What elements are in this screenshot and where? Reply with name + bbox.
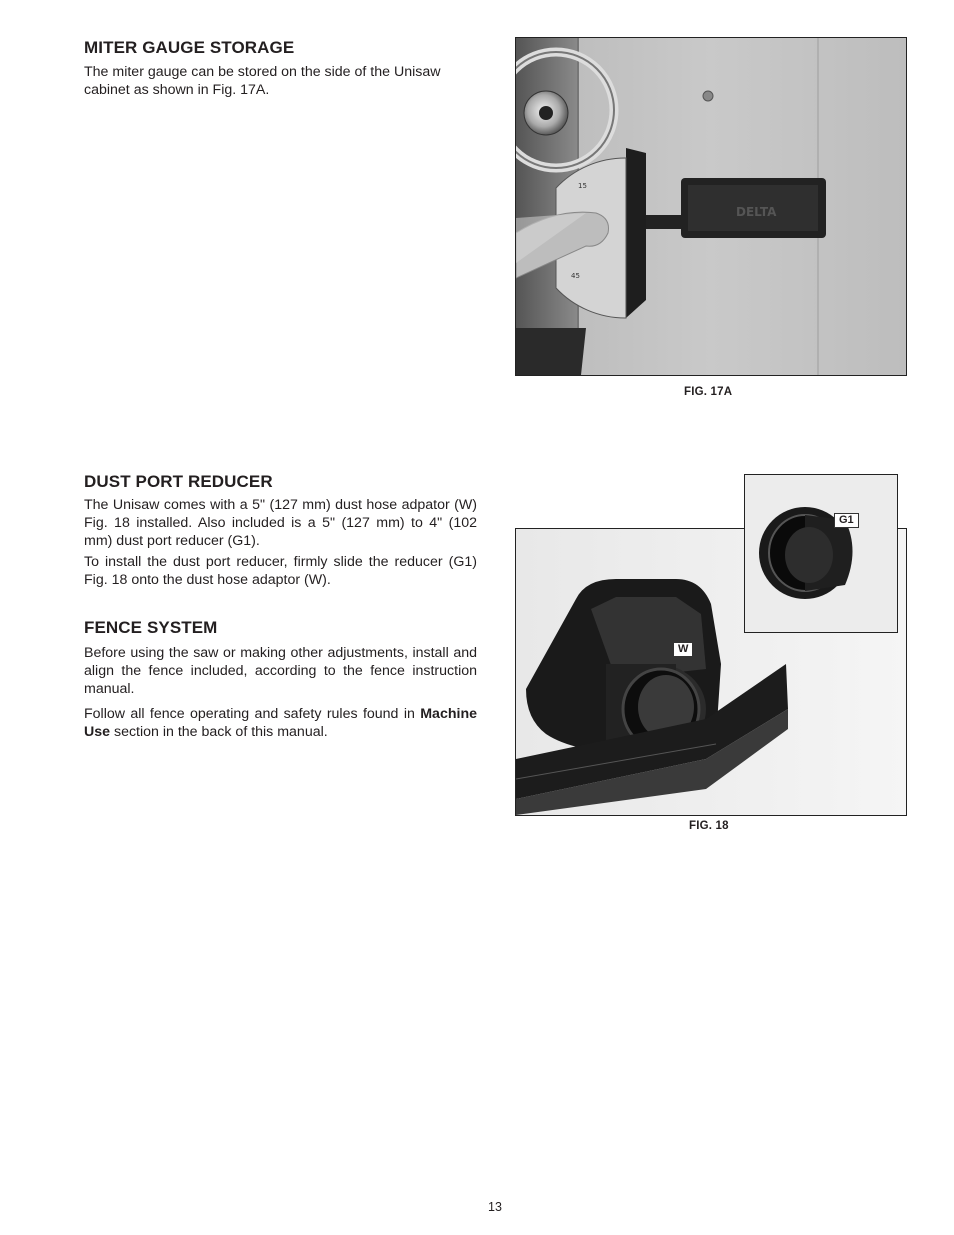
fence-system-text-2: Follow all fence operating and safety rules found in Machine Use section in the back of this manual.: [84, 706, 477, 740]
miter-gauge-storage-illustration: [516, 38, 906, 375]
label-g1: G1: [834, 513, 859, 528]
fig-17a-photo: [515, 37, 907, 376]
fig-17a-caption: FIG. 17A: [684, 386, 733, 398]
label-w: W: [673, 642, 693, 657]
fig-18-caption: FIG. 18: [689, 820, 729, 832]
miter-gauge-storage-heading: MITER GAUGE STORAGE: [84, 38, 295, 57]
svg-text:45: 45: [571, 272, 580, 280]
page-number: 13: [488, 1200, 502, 1214]
fence-system-heading: FENCE SYSTEM: [84, 618, 218, 637]
dust-port-reducer-heading: DUST PORT REDUCER: [84, 472, 273, 491]
svg-text:15: 15: [578, 182, 587, 190]
svg-text:DELTA: DELTA: [736, 205, 777, 219]
miter-gauge-storage-text: The miter gauge can be stored on the side of the Unisaw cabinet as shown in Fig. 17A.: [84, 64, 441, 98]
reducer-illustration: [745, 475, 897, 632]
fig-18-reducer-inset: [744, 474, 898, 633]
fence-system-text-1: Before using the saw or making other adjustments, install and align the fence included, according to the fence instruction manual.: [84, 645, 477, 697]
dust-port-reducer-text-1: The Unisaw comes with a 5" (127 mm) dust hose adpator (W) Fig. 18 installed. Also included is a 5" (127 mm) to 4" (102 mm) dust port reducer (G1).: [84, 497, 477, 549]
machine-use-reference: Machine Use: [84, 706, 477, 740]
dust-port-reducer-text-2: To install the dust port reducer, firmly slide the reducer (G1) Fig. 18 onto the dust hose adaptor (W).: [84, 554, 477, 588]
